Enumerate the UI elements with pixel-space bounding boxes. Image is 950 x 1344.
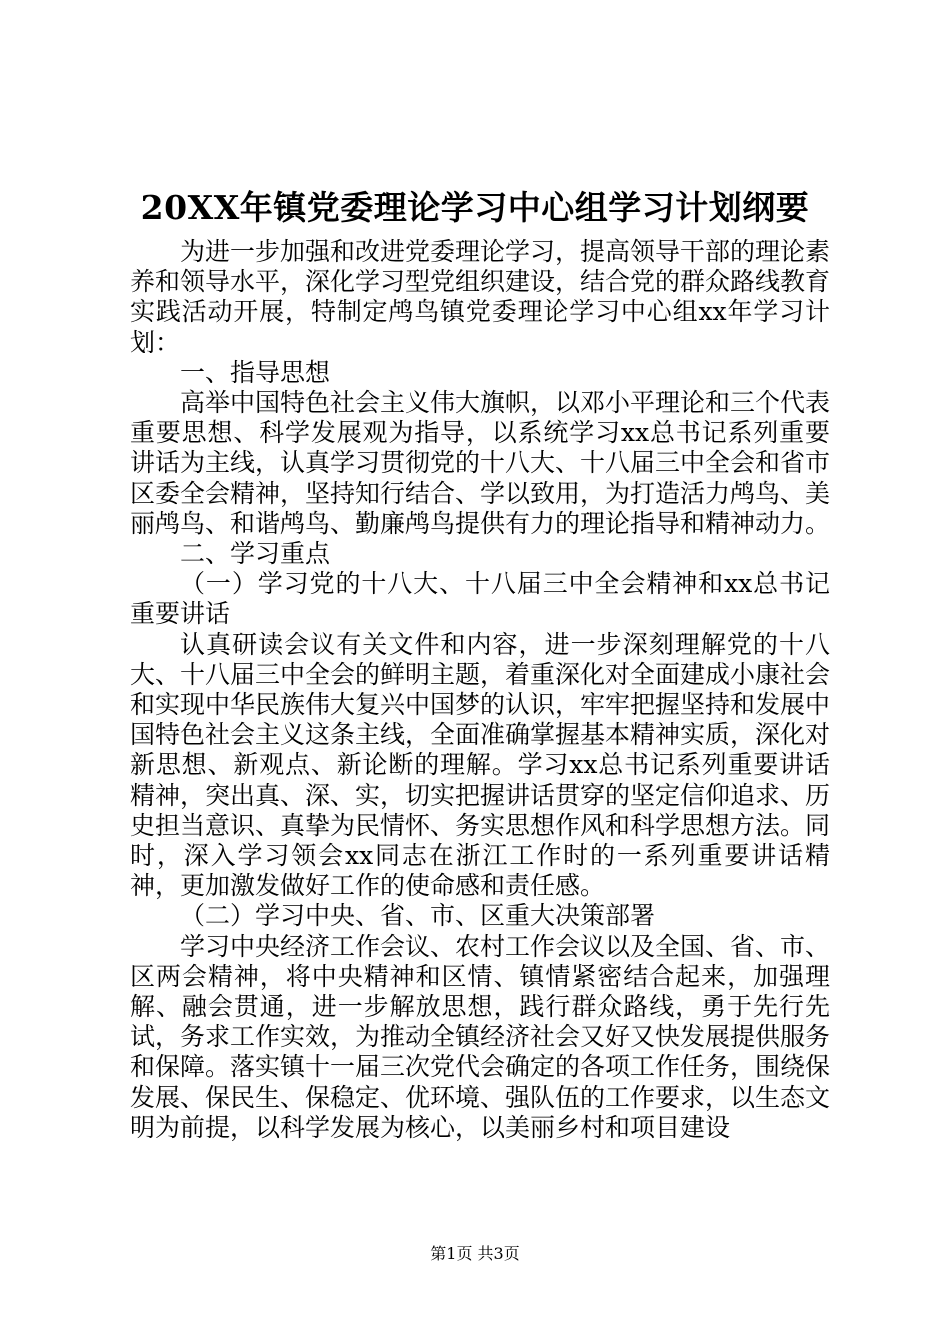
page-number-footer: 第1页 共3页 (430, 1244, 520, 1263)
section-heading-study-focus: 二、学习重点 (180, 539, 331, 569)
subsection-heading-1: （一）学习党的十八大、十八届三中全会精神和xx总书记重要讲话 (130, 569, 830, 629)
intro-paragraph: 为进一步加强和改进党委理论学习，提高领导干部的理论素养和领导水平，深化学习型党组织建设，结合党的群众路线教育实践活动开展，特制定鸬鸟镇党委理论学习中心组xx年学习计划： (130, 237, 831, 357)
subsection-heading-2: （二）学习中央、省、市、区重大决策部署 (180, 901, 656, 931)
document-title: 20XX年镇党委理论学习中心组学习计划纲要 (140, 188, 810, 227)
document-body (130, 237, 830, 1143)
section-heading-guiding-ideology: 一、指导思想 (180, 357, 331, 387)
subsection-2-paragraph: 学习中央经济工作会议、农村工作会议以及全国、省、市、区两会精神，将中央精神和区情、镇情紧密结合起来，加强理解、融会贯通，进一步解放思想，践行群众路线，勇于先行先试，务求工作实效，为推动全镇经济社会又好又快发展提供服务和保障。落实镇十一届三次党代会确定的各项工作任务，围绕保发展、保民生、保稳定、优环境、强队伍的工作要求，以生态文明为前提，以科学发展为核心，以美丽乡村和项目建设 (130, 931, 831, 1142)
subsection-1-paragraph: 认真研读会议有关文件和内容，进一步深刻理解党的十八大、十八届三中全会的鲜明主题，着重深化对全面建成小康社会和实现中华民族伟大复兴中国梦的认识，牢牢把握坚持和发展中国特色社会主义这条主线，全面准确掌握基本精神实质，深化对新思想、新观点、新论断的理解。学习xx总书记系列重要讲话精神，突出真、深、实，切实把握讲话贯穿的坚定信仰追求、历史担当意识、真挚为民情怀、务实思想作风和科学思想方法。同时，深入学习领会xx同志在浙江工作时的一系列重要讲话精神，更加激发做好工作的使命感和责任感。 (130, 629, 831, 901)
guiding-ideology-paragraph: 高举中国特色社会主义伟大旗帜，以邓小平理论和三个代表重要思想、科学发展观为指导，以系统学习xx总书记系列重要讲话为主线，认真学习贯彻党的十八大、十八届三中全会和省市区委全会精神，坚持知行结合、学以致用，为打造活力鸬鸟、美丽鸬鸟、和谐鸬鸟、勤廉鸬鸟提供有力的理论指导和精神动力。 (130, 388, 831, 538)
